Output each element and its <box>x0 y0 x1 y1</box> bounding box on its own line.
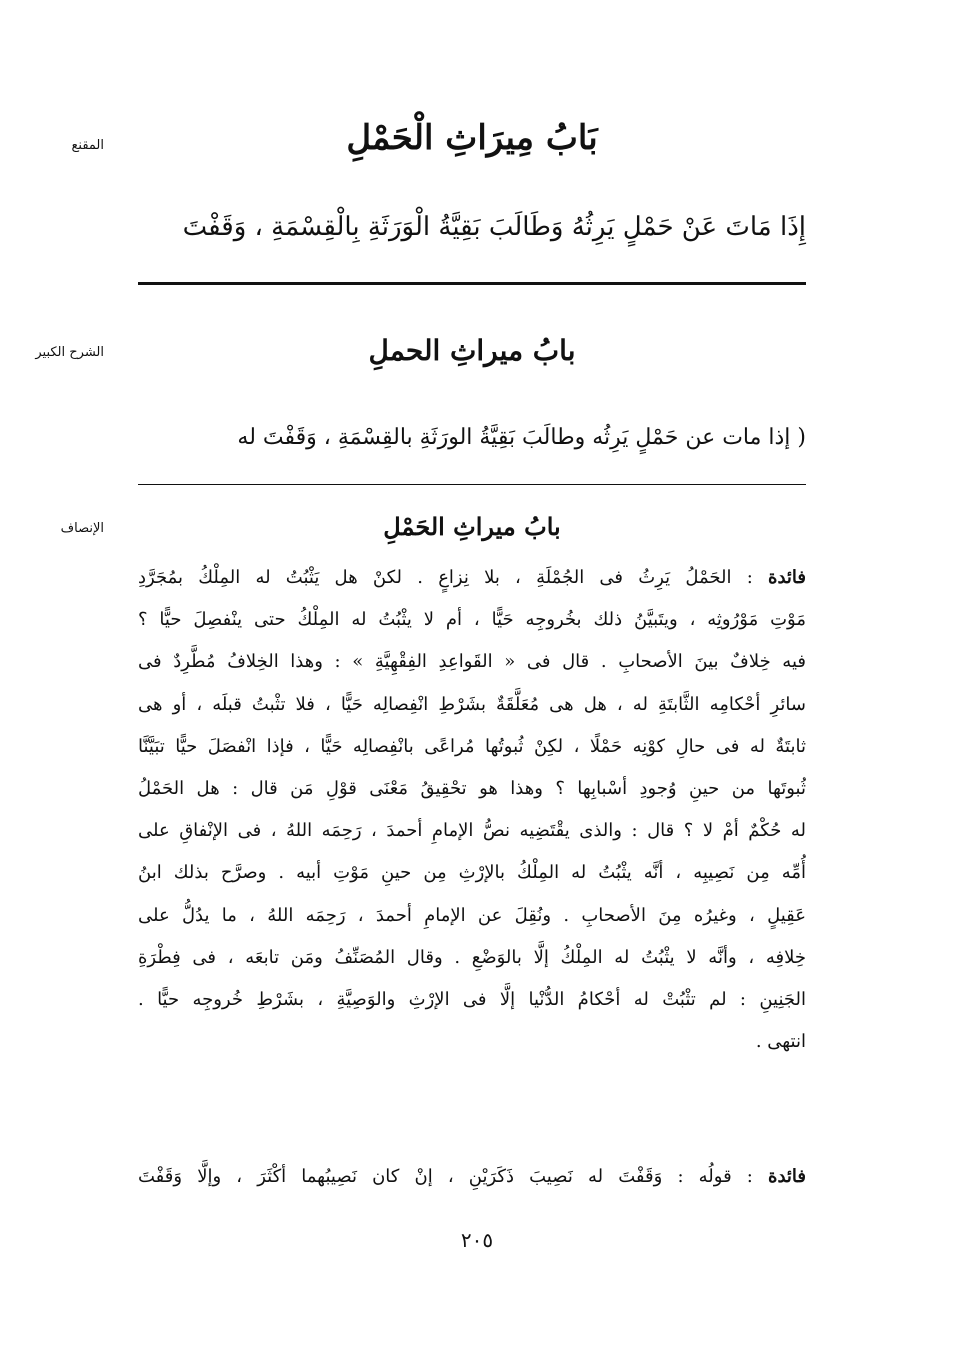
text-line: أُمِّه مِن نَصِيبِه ، أنَّه يثْبُتُ له المِلْكُ بالإرْثِ مِن حينِ مَوْتِ أبيه . وصرَّح بذلك ابنُ <box>138 862 806 884</box>
section3-paragraph-1 <box>138 557 806 1063</box>
text-line: انتهى . <box>755 1031 806 1053</box>
text-line: مَوْتِ مَوْرُوثِه ، ويتَبيَّنُ ذلك بخُروجِه حَيًّا ، أم لا يثْبُتُ له المِلْكُ حتى ينْفصِلَ حيًّا ؟ <box>138 609 806 631</box>
margin-label-insaf: الإنصاف <box>60 521 104 536</box>
text-line: عَقِيلٍ ، وغيرُه مِنَ الأصحابِ . ونُقِلَ عن الإمامِ أحمدَ ، رَحِمَه اللهُ ، ما يدُلُّ على <box>138 904 806 926</box>
section3-paragraph-2 <box>138 1156 806 1198</box>
text-line: : قولُه : وَقَفْتَ له نَصِيبَ ذَكَرَيْنِ ، إنْ كان نَصِيبُهما أكْثَرَ ، وإلَّا وَقَفْتَ <box>138 1166 753 1187</box>
section3-title: بابُ ميراثِ الحَمْلِ <box>383 512 561 541</box>
section2-text-line: ( إذا مات عن حَمْلٍ يَرِثُه وطالَبَ بَقِيَّةُ الورَثَةِ بالقِسْمَةِ ، وَقَفْتَ له <box>237 425 806 450</box>
section2-title: بابُ ميراثِ الحملِ <box>368 334 576 367</box>
section2-divider <box>138 484 806 485</box>
faida-label: فائدة <box>768 1166 806 1187</box>
text-line: له حُكْمٌ أمْ لا ؟ قال : والذى يقْتَضِيه نصُّ الإمامِ أحمدَ ، رَحِمَه اللهُ ، فى الإنْفاقِ على <box>138 820 806 842</box>
text-line: الجَنِينِ : لم تثْبُتْ له أحْكامُ الدُّنْيا إلَّا فى الإرْثِ والوَصِيَّةِ ، بشَرْطِ خُروجِه حيًّا . <box>138 988 806 1010</box>
margin-label-muqni: المقنع <box>71 138 104 153</box>
section1-title: بَابُ مِيرَاثِ الْحَمْلِ <box>346 118 598 158</box>
page-number: ٢٠٥ <box>460 1228 494 1252</box>
text-line: فيه خِلافٌ بينَ الأصحابِ . قال فى « القَواعِدِ الفِقْهِيَّةِ » : وهذا الخِلافُ مُطَّرِدٌ فى <box>138 651 806 673</box>
section1-divider <box>138 282 806 285</box>
text-line: خِلافِه ، وأنَّه لا يثْبُتُ له المِلْكُ إلَّا بالوَضْعِ . وقال المُصَنِّفُ ومَن تابعَه ، فى فِطْرَةِ <box>138 946 806 968</box>
section1-text-line: إِذَا مَاتَ عَنْ حَمْلٍ يَرِثُهُ وَطَالَبَ بَقِيَّةُ الْوَرَثَةِ بِالْقِسْمَةِ ، وَقَفْتَ <box>182 212 806 242</box>
text-line: سائرِ أحْكامِه الثَّابتَةِ له ، هل هى مُعَلَّقَةٌ بشَرْطِ انْفِصالِه حَيًّا ، فلا تثْبتُ قبلَه ، أو هى <box>138 693 806 715</box>
faida-label: فائدة <box>768 567 806 588</box>
text-line: : الحَمْلُ يَرِثُ فى الجُمْلَةِ ، بلا نِزاعٍ . لكنْ هل يَثْبُتُ له المِلْكُ بمُجَرَّدِ <box>138 567 753 588</box>
text-line: ثُبوتَها من حينِ وُجودِ أسْبابِها ؟ وهذا هو تحْقِيقُ مَعْنَى قوْلِ مَن قال : هل الحَمْلُ <box>138 777 806 799</box>
text-line: ثابتَةٌ له فى حالِ كوْنِه حَمْلًا ، لكِنْ ثُبوتُها مُراعًى بانْفِصالِه حَيًّا ، فإذا انْفصَلَ حيًّا تبَيَّنَّا <box>138 735 806 757</box>
margin-label-sharh: الشرح الكبير <box>35 345 104 360</box>
